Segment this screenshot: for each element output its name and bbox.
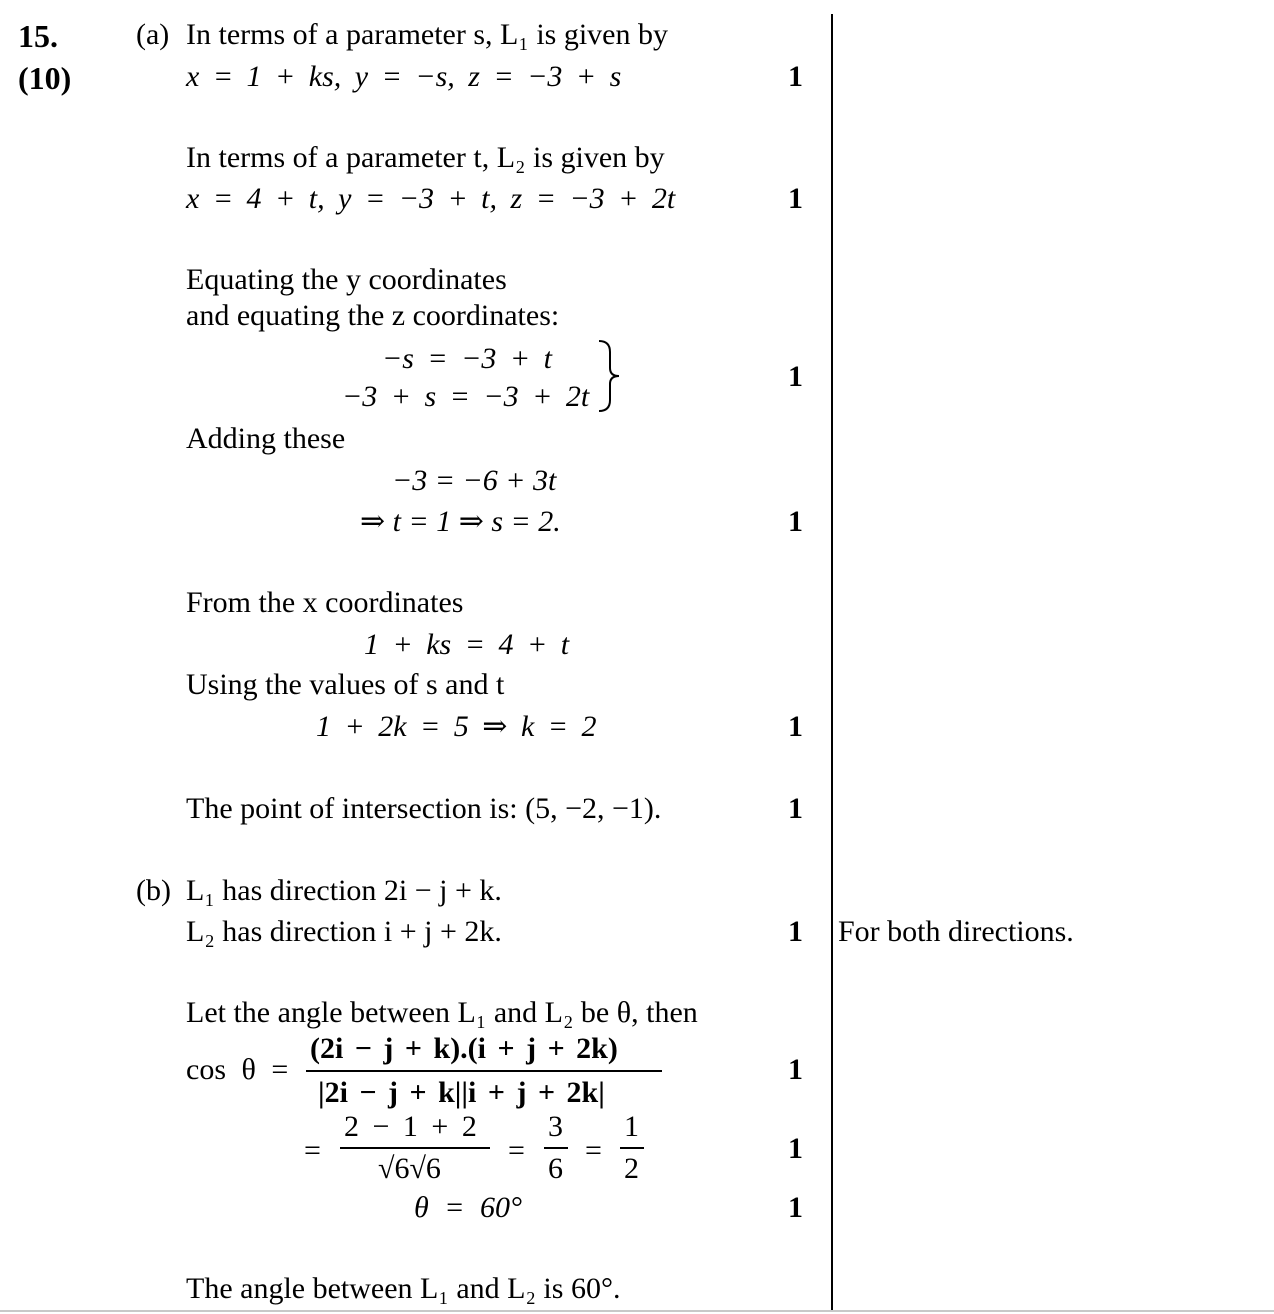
question-total-marks: (10) [18, 60, 72, 96]
l1-equation: x = 1 + ks, y = −s, z = −3 + s [186, 60, 622, 93]
system-equation-1: −s = −3 + t [382, 342, 552, 375]
directions-comment: For both directions. [838, 915, 1074, 948]
part-a-label: (a) [136, 18, 170, 51]
equating-text-1: Equating the y coordinates [186, 263, 507, 296]
margin-divider [831, 14, 833, 1310]
mark-2: 1 [788, 182, 803, 215]
mark-3: 1 [788, 360, 803, 393]
intersection-text: The point of intersection is: (5, −2, −1). [186, 792, 662, 825]
adding-text: Adding these [186, 422, 346, 455]
fraction-4-line [620, 1147, 644, 1149]
k-equation: 1 + 2k = 5 ⇒ k = 2 [316, 710, 597, 743]
l1-intro: In terms of a parameter s, L₁ is given by [186, 18, 668, 51]
fraction-3-line [544, 1147, 568, 1149]
mark-5: 1 [788, 710, 803, 743]
system-equation-2: −3 + s = −3 + 2t [342, 380, 590, 413]
cos-theta-lhs: cos θ = [186, 1053, 289, 1086]
mark-4: 1 [788, 505, 803, 538]
conclusion-text: The angle between L₁ and L₂ is 60°. [186, 1272, 621, 1305]
fraction-2-denominator: √6√6 [378, 1152, 441, 1185]
fraction-4-denominator: 2 [624, 1152, 639, 1185]
part-b-label: (b) [136, 874, 171, 907]
l1-direction: L₁ has direction 2i − j + k. [186, 874, 502, 907]
right-brace-icon [596, 338, 622, 414]
from-x-text: From the x coordinates [186, 586, 464, 619]
fraction-2-line [340, 1147, 490, 1149]
sum-equation: −3 = −6 + 3t [392, 464, 557, 497]
mark-6: 1 [788, 792, 803, 825]
fraction-3-denominator: 6 [548, 1152, 563, 1185]
x-equation: 1 + ks = 4 + t [364, 628, 570, 661]
equals-sign-1: = [304, 1134, 321, 1167]
fraction-1-line [306, 1070, 662, 1072]
bottom-rule [0, 1310, 1274, 1312]
equals-sign-2: = [508, 1134, 525, 1167]
equals-sign-3: = [585, 1134, 602, 1167]
equating-text-2: and equating the z coordinates: [186, 299, 560, 332]
mark-8: 1 [788, 1053, 803, 1086]
mark-10: 1 [788, 1191, 803, 1224]
l2-intro: In terms of a parameter t, L₂ is given by [186, 141, 665, 174]
l2-equation: x = 4 + t, y = −3 + t, z = −3 + 2t [186, 182, 676, 215]
mark-7: 1 [788, 915, 803, 948]
theta-equation: θ = 60° [414, 1191, 522, 1224]
fraction-1-denominator: |2i − j + k||i + j + 2k| [318, 1076, 605, 1109]
fraction-1-numerator: (2i − j + k).(i + j + 2k) [310, 1032, 618, 1065]
question-number: 15. [18, 18, 58, 54]
fraction-2-numerator: 2 − 1 + 2 [344, 1110, 477, 1143]
mark-9: 1 [788, 1132, 803, 1165]
solve-equation: ⇒ t = 1 ⇒ s = 2. [360, 505, 561, 538]
let-angle-text: Let the angle between L₁ and L₂ be θ, then [186, 996, 698, 1029]
l2-direction: L₂ has direction i + j + 2k. [186, 915, 502, 948]
mark-1: 1 [788, 60, 803, 93]
using-values-text: Using the values of s and t [186, 668, 505, 701]
fraction-4-numerator: 1 [624, 1110, 639, 1143]
fraction-3-numerator: 3 [548, 1110, 563, 1143]
